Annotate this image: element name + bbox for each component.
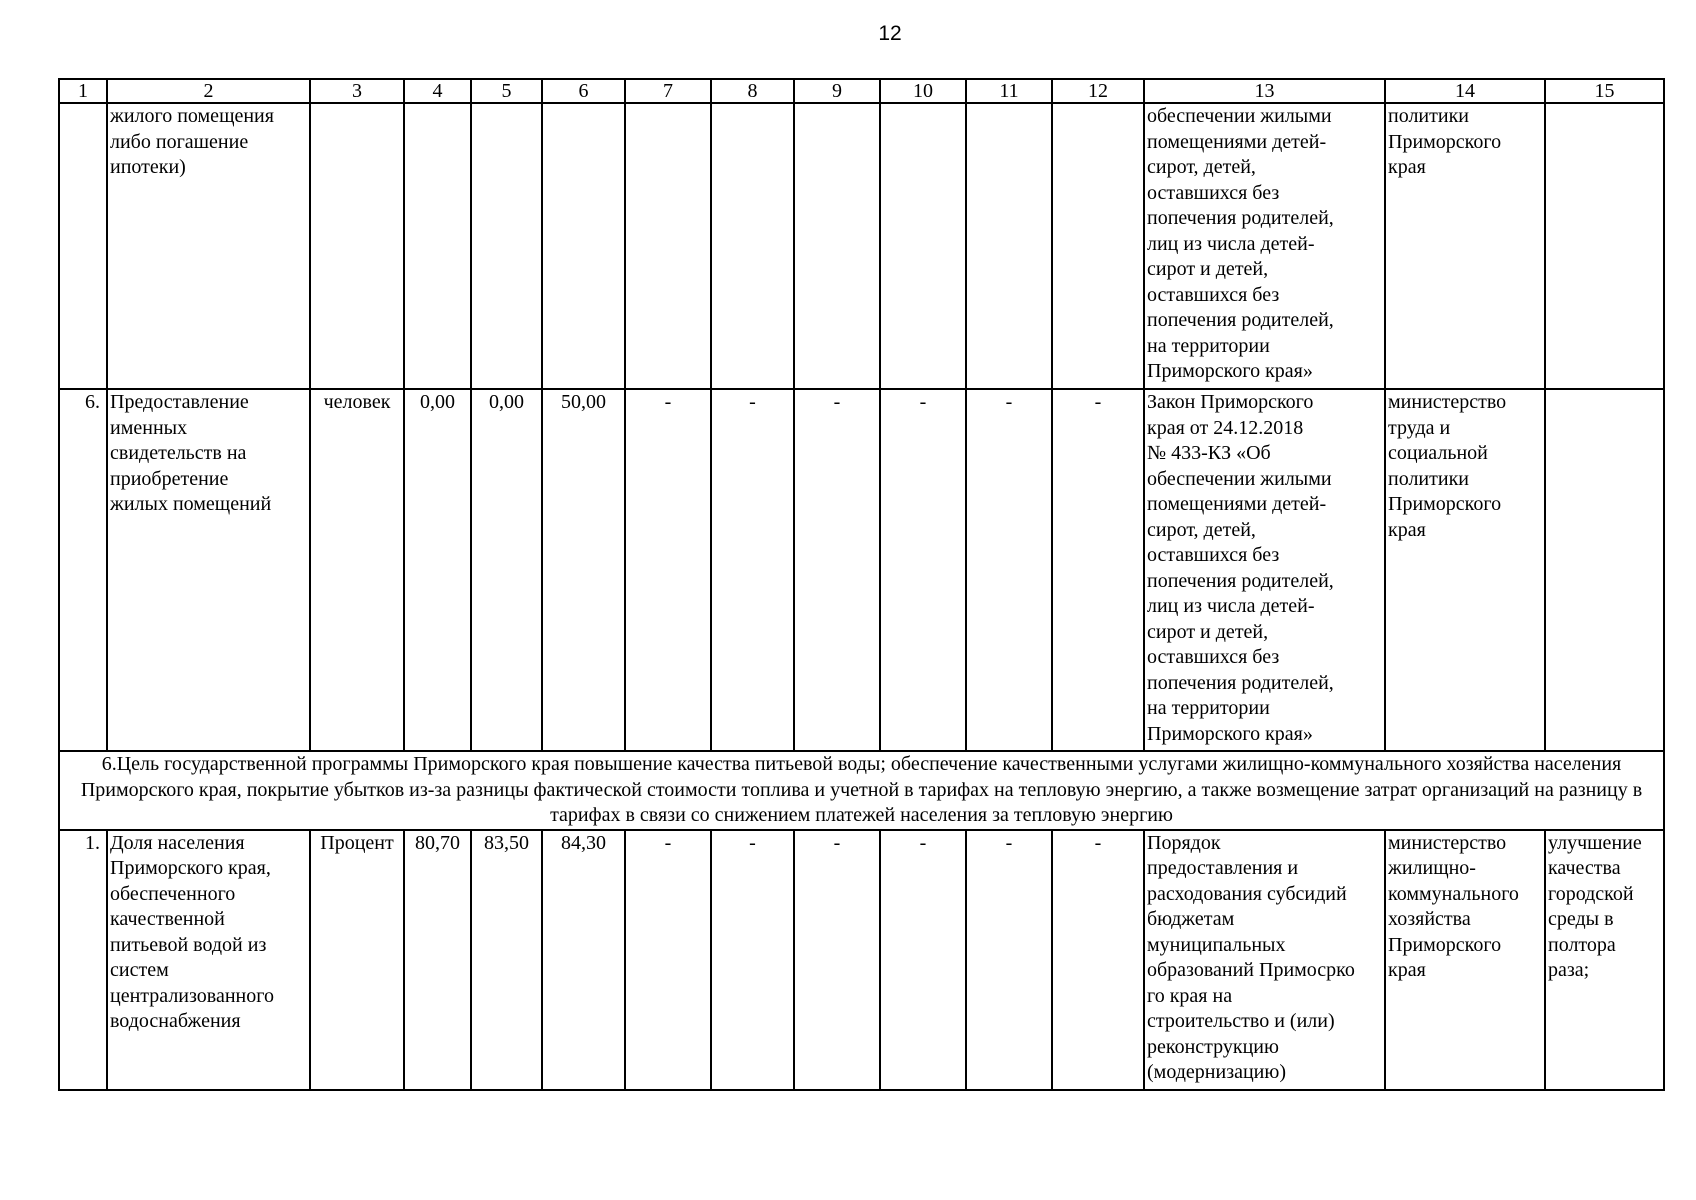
responsible-body: политики Приморского края (1385, 103, 1545, 389)
column-header-2: 2 (107, 79, 310, 103)
value-col-4 (404, 103, 471, 389)
value-col-5 (471, 103, 542, 389)
column-header-7: 7 (625, 79, 711, 103)
indicator-name: Доля населения Приморского края, обеспеченного качественной питьевой водой из систем централизованного водоснабжения (107, 830, 310, 1090)
row-number: 6. (59, 389, 107, 751)
value-col-5: 83,50 (471, 830, 542, 1090)
program-goal: 6.Цель государственной программы Приморского края повышение качества питьевой воды; обеспечение качественными услугами жилищно-коммунального хозяйства населения Приморского края, покрытие убытков из-за разницы фактической стоимости топлива и учетной в тарифах на тепловую энергию, а также возмещение затрат организаций на разницу в тарифах в связи со снижением платежей населения за тепловую энергию (59, 751, 1664, 830)
column-header-6: 6 (542, 79, 625, 103)
value-col-11 (966, 103, 1052, 389)
column-header-14: 14 (1385, 79, 1545, 103)
row-number (59, 103, 107, 389)
value-col-4: 0,00 (404, 389, 471, 751)
value-col-10: - (880, 830, 966, 1090)
responsible-body: министерство жилищно- коммунального хозяйства Приморского края (1385, 830, 1545, 1090)
column-header-15: 15 (1545, 79, 1664, 103)
value-col-11: - (966, 830, 1052, 1090)
column-header-11: 11 (966, 79, 1052, 103)
value-col-8 (711, 103, 794, 389)
value-col-11: - (966, 389, 1052, 751)
legal-basis: Закон Приморского края от 24.12.2018 № 433-КЗ «Об обеспечении жилыми помещениями детей- сирот, детей, оставшихся без попечения родителей, лиц из числа детей- сирот и детей, оставшихся без попечения родителей, на территории Приморского края» (1144, 389, 1385, 751)
value-col-5: 0,00 (471, 389, 542, 751)
column-header-4: 4 (404, 79, 471, 103)
value-col-12: - (1052, 389, 1144, 751)
value-col-6: 84,30 (542, 830, 625, 1090)
value-col-7: - (625, 389, 711, 751)
unit (310, 103, 404, 389)
value-col-6: 50,00 (542, 389, 625, 751)
value-col-4: 80,70 (404, 830, 471, 1090)
page-number: 12 (878, 22, 902, 45)
column-header-12: 12 (1052, 79, 1144, 103)
value-col-10: - (880, 389, 966, 751)
responsible-body: министерство труда и социальной политики Приморского края (1385, 389, 1545, 751)
column-header-13: 13 (1144, 79, 1385, 103)
value-col-12 (1052, 103, 1144, 389)
value-col-10 (880, 103, 966, 389)
header-row (59, 79, 1664, 103)
value-col-7: - (625, 830, 711, 1090)
expected-result: улучшение качества городской среды в полтора раза; (1545, 830, 1664, 1090)
value-col-12: - (1052, 830, 1144, 1090)
unit: Процент (310, 830, 404, 1090)
column-header-5: 5 (471, 79, 542, 103)
value-col-9: - (794, 389, 880, 751)
unit: человек (310, 389, 404, 751)
indicator-name: жилого помещения либо погашение ипотеки) (107, 103, 310, 389)
legal-basis: Порядок предоставления и расходования субсидий бюджетам муниципальных образований Примосрко го края на строительство и (или) реконструкцию (модернизацию) (1144, 830, 1385, 1090)
table-row (59, 103, 1664, 389)
column-header-10: 10 (880, 79, 966, 103)
indicator-name: Предоставление именных свидетельств на приобретение жилых помещений (107, 389, 310, 751)
column-header-1: 1 (59, 79, 107, 103)
value-col-6 (542, 103, 625, 389)
goal-section-row (59, 751, 1664, 830)
value-col-9: - (794, 830, 880, 1090)
value-col-8: - (711, 830, 794, 1090)
table-row (59, 389, 1664, 751)
expected-result (1545, 103, 1664, 389)
column-header-9: 9 (794, 79, 880, 103)
column-header-8: 8 (711, 79, 794, 103)
indicators-table (58, 78, 1665, 1091)
value-col-8: - (711, 389, 794, 751)
value-col-7 (625, 103, 711, 389)
legal-basis: обеспечении жилыми помещениями детей- сирот, детей, оставшихся без попечения родителей, лиц из числа детей- сирот и детей, оставшихся без попечения родителей, на территории Приморского края» (1144, 103, 1385, 389)
expected-result (1545, 389, 1664, 751)
column-header-3: 3 (310, 79, 404, 103)
table-row (59, 830, 1664, 1090)
value-col-9 (794, 103, 880, 389)
row-number: 1. (59, 830, 107, 1090)
